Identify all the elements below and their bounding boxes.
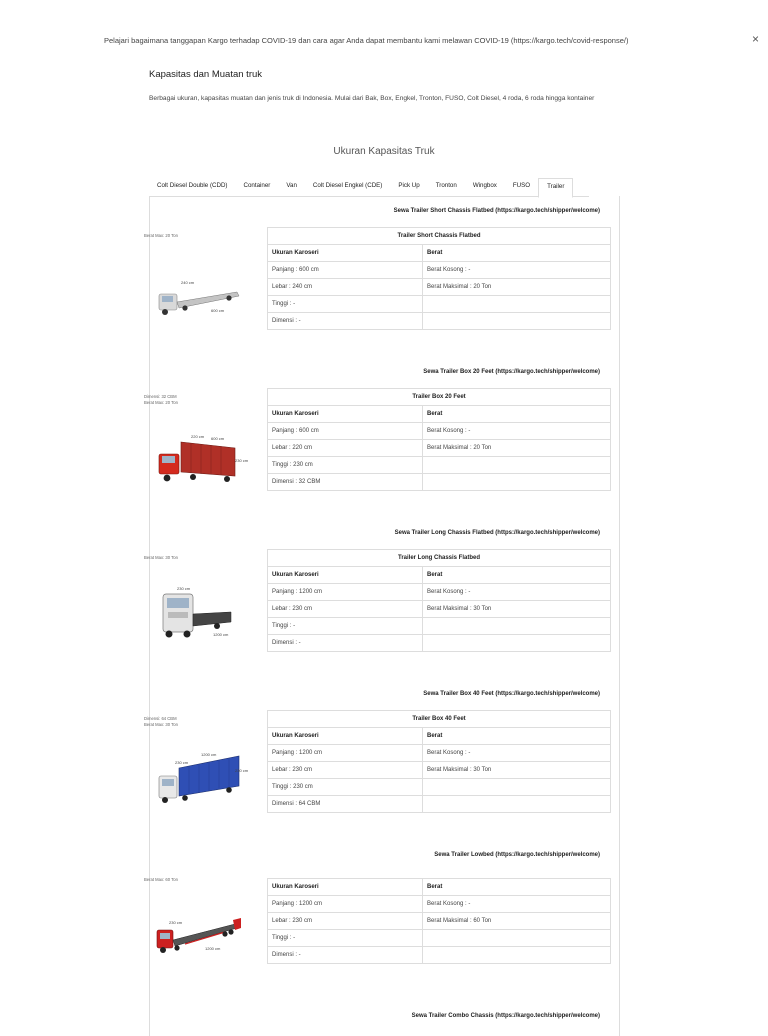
table-row — [268, 313, 611, 330]
header-berat: Berat — [423, 879, 611, 896]
covid-banner-text[interactable]: Pelajari bagaimana tanggapan Kargo terhadap COVID-19 dan cara agar Anda dapat membantu kami melawan COVID-19 (https://kargo.tech/covid-response/) — [104, 36, 629, 45]
spec-cell — [423, 457, 611, 474]
covid-banner — [0, 0, 768, 72]
spec-cell: Berat Maksimal : 30 Ton — [423, 601, 611, 618]
tab-fuso[interactable]: FUSO — [512, 182, 531, 189]
spec-cell — [423, 313, 611, 330]
tab-tronton[interactable]: Tronton — [435, 182, 457, 189]
spec-cell: Dimensi : 64 CBM — [268, 796, 423, 813]
spec-cell — [423, 474, 611, 491]
dimension-label: 230 cm — [175, 760, 189, 765]
table-row — [268, 296, 611, 313]
flatbed-truck-image — [155, 272, 245, 332]
side-note-line: Berat Max: 20 Ton — [144, 400, 178, 405]
table-row — [268, 440, 611, 457]
spec-cell: Dimensi : - — [268, 313, 423, 330]
table-row — [268, 745, 611, 762]
spec-cell — [423, 635, 611, 652]
spec-cell: Tinggi : - — [268, 930, 423, 947]
side-note — [144, 394, 178, 406]
dimension-label: 220 cm — [191, 434, 205, 439]
tab-wingbox[interactable]: Wingbox — [472, 182, 497, 189]
spec-cell: Berat Kosong : - — [423, 745, 611, 762]
header-berat: Berat — [423, 245, 611, 262]
spec-cell: Dimensi : 32 CBM — [268, 474, 423, 491]
header-ukuran-karoseri: Ukuran Karoseri — [268, 567, 423, 584]
table-row — [268, 474, 611, 491]
spec-cell: Berat Kosong : - — [423, 262, 611, 279]
spec-cell: Berat Maksimal : 30 Ton — [423, 762, 611, 779]
spec-cell: Berat Maksimal : 20 Ton — [423, 440, 611, 457]
long-flatbed-truck-image — [155, 582, 245, 642]
spec-cell: Tinggi : 230 cm — [268, 779, 423, 796]
table-row — [268, 601, 611, 618]
dimension-label: 1200 cm — [205, 946, 221, 951]
close-icon[interactable]: × — [752, 32, 760, 46]
spec-cell: Panjang : 1200 cm — [268, 896, 423, 913]
spec-cell: Panjang : 600 cm — [268, 262, 423, 279]
side-note-line: Dimensi: 64 CBM — [144, 716, 177, 721]
table-row — [268, 913, 611, 930]
table-row — [268, 423, 611, 440]
sewa-link-lowbed[interactable]: Sewa Trailer Lowbed (https://kargo.tech/shipper/welcome) — [434, 852, 600, 858]
table-row — [268, 457, 611, 474]
side-note — [144, 233, 178, 239]
lowbed-truck-image — [155, 910, 245, 970]
tab-container[interactable]: Container — [243, 182, 271, 189]
section-description: Berbagai ukuran, kapasitas muatan dan jenis truk di Indonesia. Mulai dari Bak, Box, Engkel, Tronton, FUSO, Colt Diesel, 4 roda, 6 roda hingga kontainer — [149, 95, 595, 102]
spec-cell: Dimensi : - — [268, 947, 423, 964]
sewa-link-box-40-feet[interactable]: Sewa Trailer Box 40 Feet (https://kargo.tech/shipper/welcome) — [423, 691, 600, 697]
sewa-link-short-chassis-flatbed[interactable]: Sewa Trailer Short Chassis Flatbed (https://kargo.tech/shipper/welcome) — [393, 208, 600, 214]
table-row — [268, 896, 611, 913]
dimension-label: 240 cm — [181, 280, 195, 285]
spec-cell: Panjang : 600 cm — [268, 423, 423, 440]
side-note-line: Berat Max: 30 Ton — [144, 722, 178, 727]
table-row — [268, 262, 611, 279]
spec-cell: Dimensi : - — [268, 635, 423, 652]
spec-table-caption: Trailer Box 20 Feet — [268, 389, 611, 406]
sewa-link-combo-chassis[interactable]: Sewa Trailer Combo Chassis (https://kargo.tech/shipper/welcome) — [411, 1013, 600, 1019]
truck-type-tabs — [149, 178, 589, 197]
dimension-label: 230 cm — [235, 458, 249, 463]
spec-table-short-chassis-flatbed — [267, 227, 611, 330]
spec-cell: Panjang : 1200 cm — [268, 745, 423, 762]
spec-cell: Lebar : 240 cm — [268, 279, 423, 296]
spec-cell: Berat Kosong : - — [423, 423, 611, 440]
dimension-label: 1200 cm — [201, 752, 217, 757]
spec-cell — [423, 796, 611, 813]
spec-cell: Berat Kosong : - — [423, 896, 611, 913]
spec-cell: Tinggi : - — [268, 296, 423, 313]
dimension-label: 230 cm — [235, 768, 249, 773]
sewa-link-box-20-feet[interactable]: Sewa Trailer Box 20 Feet (https://kargo.tech/shipper/welcome) — [423, 369, 600, 375]
spec-table-caption: Trailer Short Chassis Flatbed — [268, 228, 611, 245]
table-row — [268, 947, 611, 964]
box-20-feet-truck-image — [155, 432, 249, 492]
dimension-label: 230 cm — [177, 586, 191, 591]
tab-cde[interactable]: Colt Diesel Engkel (CDE) — [312, 182, 383, 189]
tab-trailer[interactable]: Trailer — [538, 178, 573, 198]
spec-cell: Berat Maksimal : 20 Ton — [423, 279, 611, 296]
spec-cell: Lebar : 230 cm — [268, 601, 423, 618]
side-note-line: Dimensi: 32 CBM — [144, 394, 177, 399]
table-row — [268, 930, 611, 947]
tab-van[interactable]: Van — [286, 182, 297, 189]
dimension-label: 600 cm — [211, 436, 225, 441]
spec-table-lowbed — [267, 878, 611, 964]
spec-cell — [423, 947, 611, 964]
spec-cell — [423, 930, 611, 947]
tab-cdd[interactable]: Colt Diesel Double (CDD) — [157, 182, 228, 189]
capacity-table-title: Ukuran Kapasitas Truk — [333, 146, 435, 157]
table-row — [268, 796, 611, 813]
spec-cell: Berat Maksimal : 60 Ton — [423, 913, 611, 930]
spec-cell: Lebar : 230 cm — [268, 762, 423, 779]
dimension-label: 600 cm — [211, 308, 225, 313]
dimension-label: 230 cm — [169, 920, 183, 925]
spec-cell: Berat Kosong : - — [423, 584, 611, 601]
table-row — [268, 584, 611, 601]
sewa-link-long-chassis-flatbed[interactable]: Sewa Trailer Long Chassis Flatbed (https://kargo.tech/shipper/welcome) — [394, 530, 600, 536]
table-row — [268, 279, 611, 296]
spec-cell — [423, 779, 611, 796]
header-berat: Berat — [423, 567, 611, 584]
side-note — [144, 877, 178, 883]
side-note-line: Berat Max: 60 Ton — [144, 877, 178, 882]
tab-pick-up[interactable]: Pick Up — [398, 182, 420, 189]
side-note — [144, 716, 178, 728]
header-ukuran-karoseri: Ukuran Karoseri — [268, 728, 423, 745]
header-berat: Berat — [423, 728, 611, 745]
header-ukuran-karoseri: Ukuran Karoseri — [268, 879, 423, 896]
spec-cell: Lebar : 220 cm — [268, 440, 423, 457]
dimension-label: 1200 cm — [213, 632, 229, 637]
spec-table-box-40-feet — [267, 710, 611, 813]
spec-table-long-chassis-flatbed — [267, 549, 611, 652]
spec-table-caption: Trailer Box 40 Feet — [268, 711, 611, 728]
spec-table-caption: Trailer Long Chassis Flatbed — [268, 550, 611, 567]
spec-cell: Lebar : 230 cm — [268, 913, 423, 930]
section-title: Kapasitas dan Muatan truk — [149, 69, 263, 80]
header-berat: Berat — [423, 406, 611, 423]
spec-cell: Panjang : 1200 cm — [268, 584, 423, 601]
side-note — [144, 555, 178, 561]
spec-table-box-20-feet — [267, 388, 611, 491]
spec-cell: Tinggi : - — [268, 618, 423, 635]
table-row — [268, 618, 611, 635]
spec-cell — [423, 618, 611, 635]
box-40-feet-truck-image — [155, 752, 249, 812]
side-note-line: Berat Max: 20 Ton — [144, 233, 178, 238]
spec-cell — [423, 296, 611, 313]
side-note-line: Berat Max: 30 Ton — [144, 555, 178, 560]
table-row — [268, 779, 611, 796]
header-ukuran-karoseri: Ukuran Karoseri — [268, 406, 423, 423]
table-row — [268, 635, 611, 652]
header-ukuran-karoseri: Ukuran Karoseri — [268, 245, 423, 262]
table-row — [268, 762, 611, 779]
spec-cell: Tinggi : 230 cm — [268, 457, 423, 474]
